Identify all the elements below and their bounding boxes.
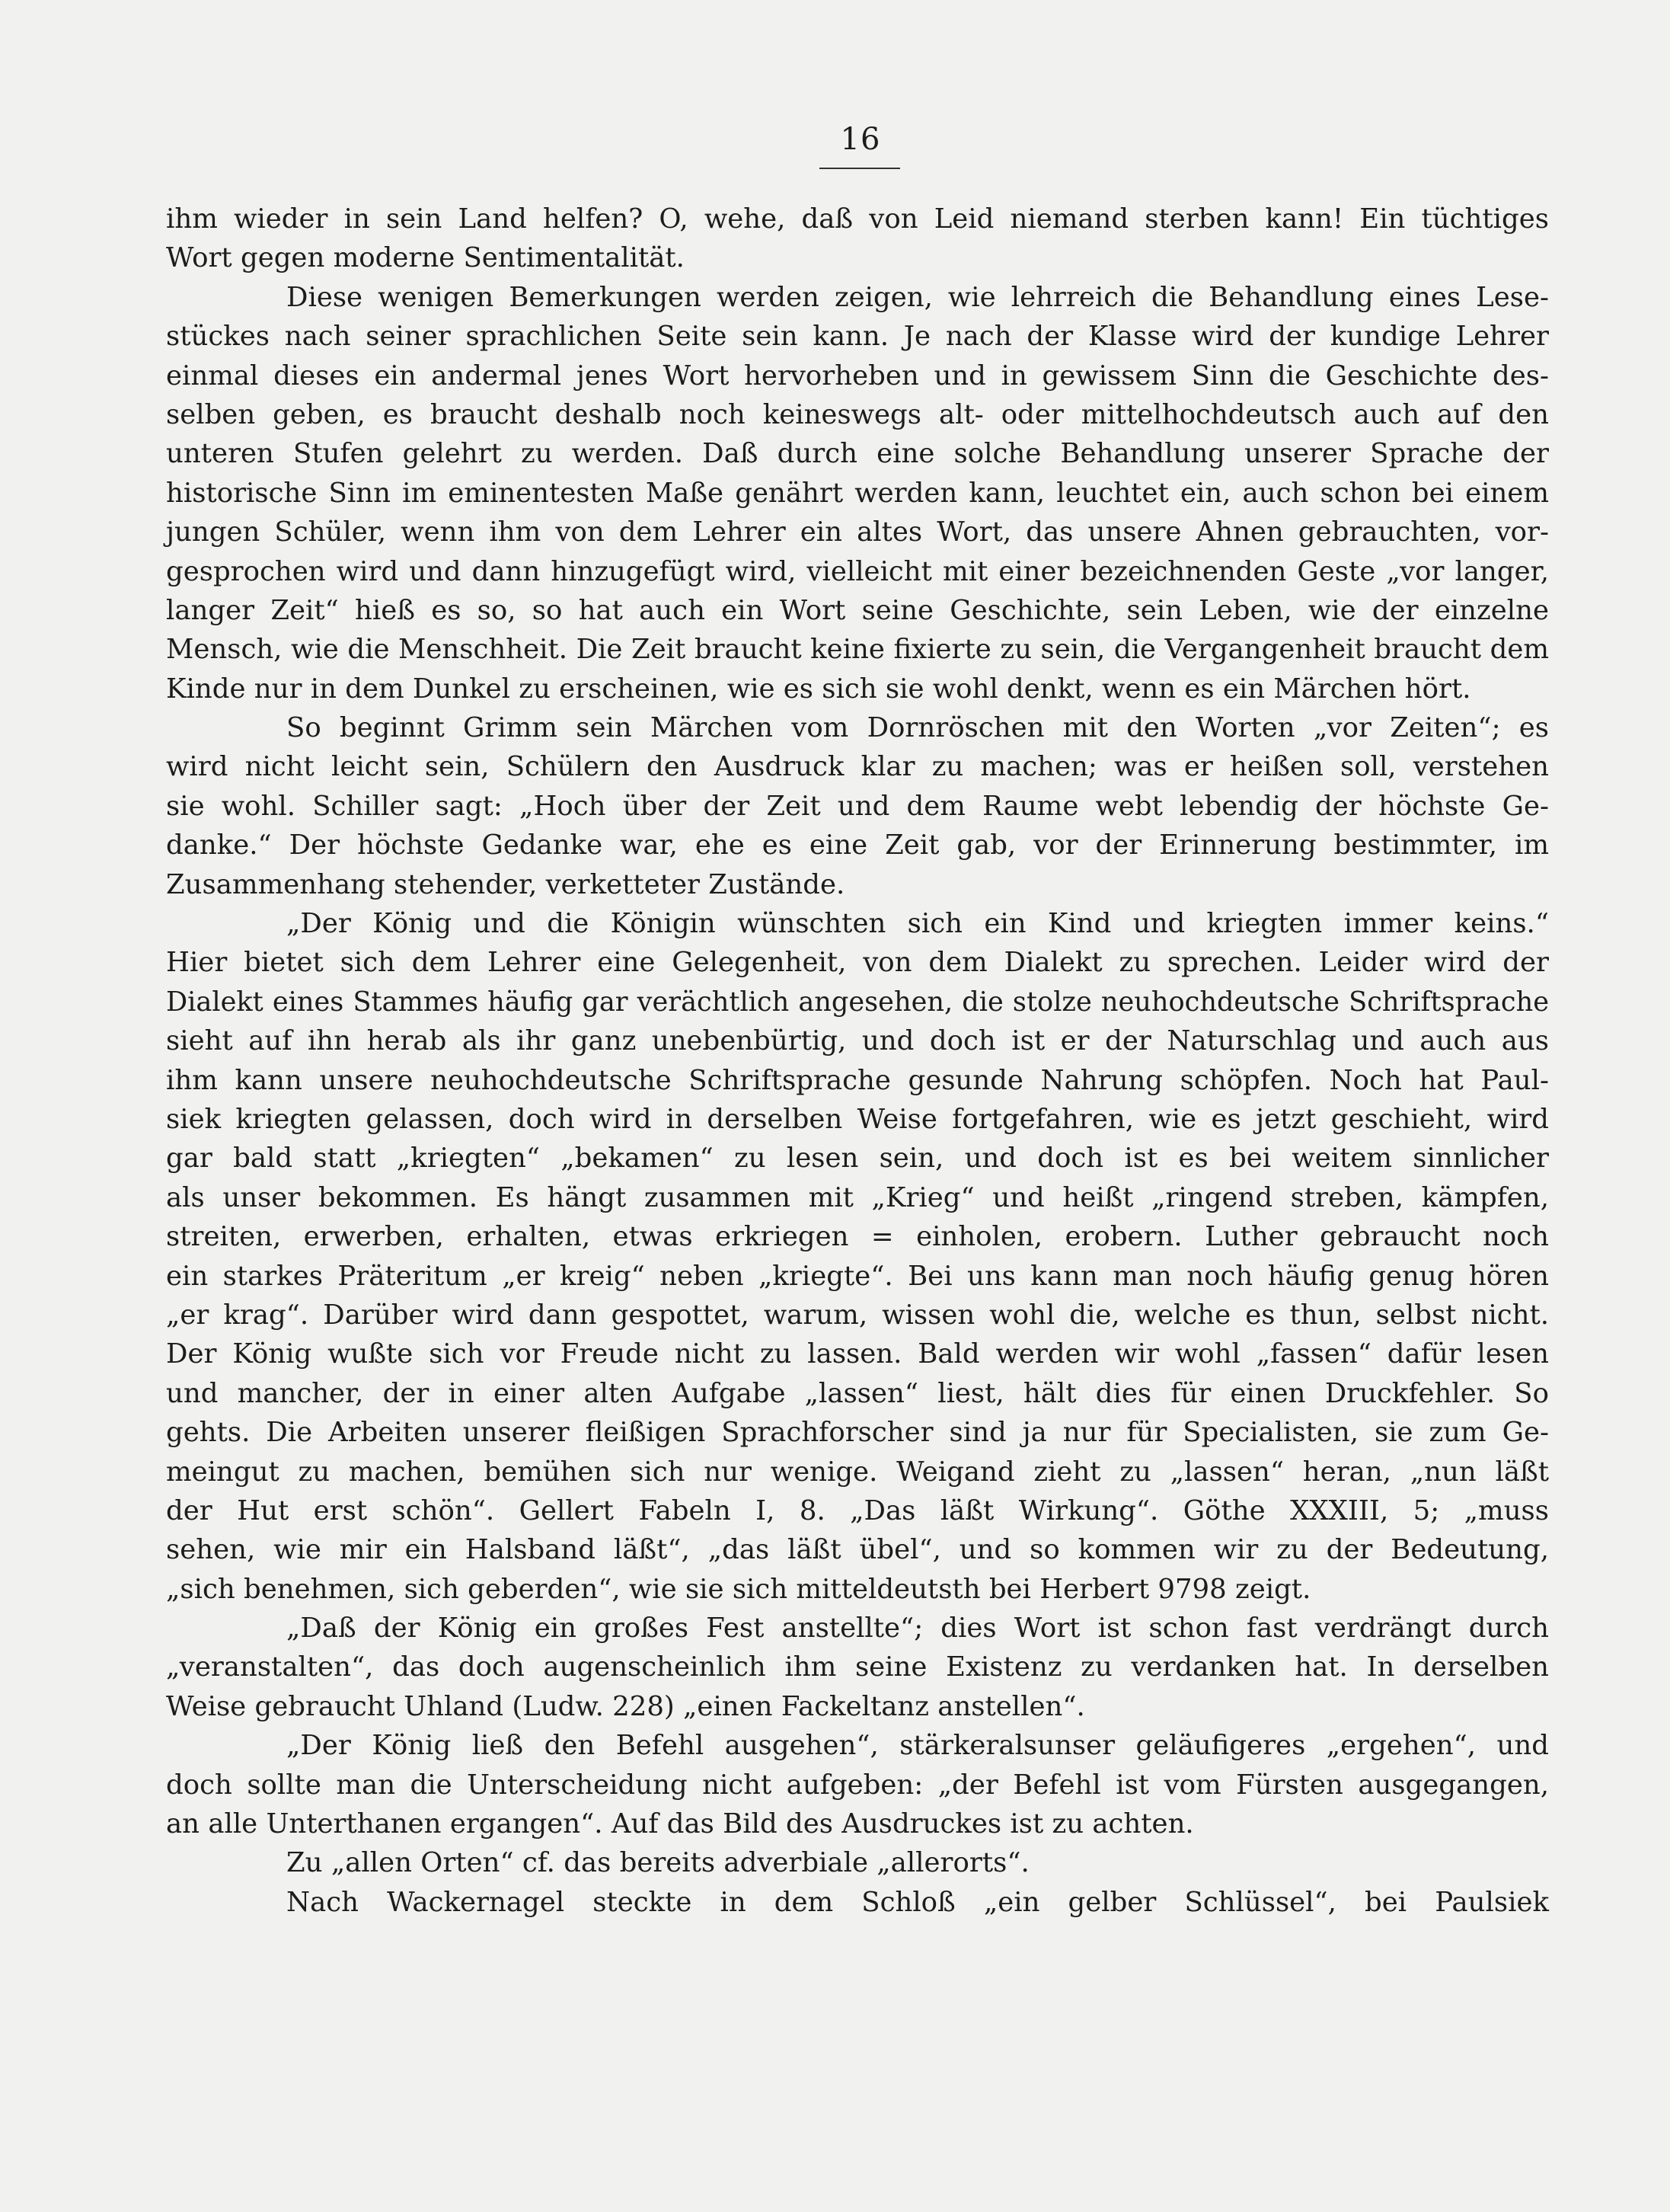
text-line: ein starkes Präteritum „er kreig“ neben „kriegte“. Bei uns kann man noch häufig genug hören — [166, 1260, 1549, 1292]
text-line: „Daß der König ein großes Fest anstellte“; dies Wort ist schon fast verdrängt durch — [286, 1613, 1549, 1645]
text-line: langer Zeit“ hieß es so, so hat auch ein Wort seine Geschichte, sein Leben, wie der einzelne — [166, 594, 1549, 626]
text-line: „er krag“. Darüber wird dann gespottet, warum, wissen wohl die, welche es thun, selbst nicht. — [166, 1299, 1549, 1331]
text-line: und mancher, der in einer alten Aufgabe „lassen“ liest, hält dies für einen Druckfehler. So — [166, 1377, 1549, 1409]
text-line: sie wohl. Schiller sagt: „Hoch über der Zeit und dem Raume webt lebendig der höchste Ge- — [166, 790, 1549, 822]
text-line: historische Sinn im eminentesten Maße genährt werden kann, leuchtet ein, auch schon bei einem — [166, 477, 1549, 509]
text-line: Nach Wackernagel steckte in dem Schloß „ein gelber Schlüssel“, bei Paulsiek — [286, 1886, 1549, 1918]
text-line: Zusammenhang stehender, verketteter Zustände. — [166, 868, 845, 900]
text-line: siek kriegten gelassen, doch wird in derselben Weise fortgefahren, wie es jetzt geschieht, wird — [166, 1103, 1549, 1135]
text-line: Kinde nur in dem Dunkel zu erscheinen, wie es sich sie wohl denkt, wenn es ein Märchen hört. — [166, 673, 1471, 705]
text-line: doch sollte man die Unterscheidung nicht aufgeben: „der Befehl ist vom Fürsten ausgegangen, — [166, 1769, 1549, 1801]
text-line: der Hut erst schön“. Gellert Fabeln I, 8. „Das läßt Wirkung“. Göthe XXXIII, 5; „muss — [166, 1494, 1549, 1526]
text-line: an alle Unterthanen ergangen“. Auf das Bild des Ausdruckes ist zu achten. — [166, 1808, 1194, 1840]
text-line: „Der König und die Königin wünschten sich ein Kind und kriegten immer keins.“ — [286, 908, 1549, 940]
text-line: ihm kann unsere neuhochdeutsche Schriftsprache gesunde Nahrung schöpfen. Noch hat Paul- — [166, 1064, 1549, 1096]
body-text — [166, 200, 1549, 1922]
text-line: Mensch, wie die Menschheit. Die Zeit braucht keine fixierte zu sein, die Vergangenheit braucht dem — [166, 634, 1549, 666]
text-line: So beginnt Grimm sein Märchen vom Dornröschen mit den Worten „vor Zeiten“; es — [286, 712, 1549, 744]
text-line: Diese wenigen Bemerkungen werden zeigen, wie lehrreich die Behandlung eines Lese- — [286, 281, 1549, 313]
text-line: Weise gebraucht Uhland (Ludw. 228) „einen Fackeltanz anstellen“. — [166, 1690, 1085, 1722]
text-line: gar bald statt „kriegten“ „bekamen“ zu lesen sein, und doch ist es bei weitem sinnlicher — [166, 1143, 1549, 1175]
text-line: ihm wieder in sein Land helfen? O, wehe, daß von Leid niemand sterben kann! Ein tüchtiges — [166, 203, 1549, 235]
text-line: danke.“ Der höchste Gedanke war, ehe es eine Zeit gab, vor der Erinnerung bestimmter, im — [166, 830, 1549, 861]
text-line: als unser bekommen. Es hängt zusammen mit „Krieg“ und heißt „ringend streben, kämpfen, — [166, 1181, 1549, 1213]
text-line: sieht auf ihn herab als ihr ganz unebenbürtig, und doch ist er der Naturschlag und auch aus — [166, 1025, 1549, 1057]
text-line: jungen Schüler, wenn ihm von dem Lehrer ein altes Wort, das unsere Ahnen gebrauchten, vor- — [166, 516, 1549, 548]
text-line: Dialekt eines Stammes häufig gar verächtlich angesehen, die stolze neuhochdeutsche Schriftsprache — [166, 986, 1549, 1018]
text-line: gesprochen wird und dann hinzugefügt wird, vielleicht mit einer bezeichnenden Geste „vor langer, — [166, 555, 1549, 587]
text-line: „sich benehmen, sich geberden“, wie sie sich mitteldeutsth bei Herbert 9798 zeigt. — [166, 1573, 1311, 1605]
text-line: Hier bietet sich dem Lehrer eine Gelegenheit, von dem Dialekt zu sprechen. Leider wird der — [166, 947, 1549, 979]
text-line: „Der König ließ den Befehl ausgehen“, stärkeralsunser geläufigeres „ergehen“, und — [286, 1730, 1549, 1762]
text-line: stückes nach seiner sprachlichen Seite sein kann. Je nach der Klasse wird der kundige Lehrer — [166, 321, 1549, 353]
text-line: „veranstalten“, das doch augenscheinlich ihm seine Existenz zu verdanken hat. In derselben — [166, 1651, 1549, 1683]
text-line: streiten, erwerben, erhalten, etwas erkriegen = einholen, erobern. Luther gebraucht noch — [166, 1221, 1549, 1253]
text-line: meingut zu machen, bemühen sich nur wenige. Weigand zieht zu „lassen“ heran, „nun läßt — [166, 1456, 1549, 1488]
text-line: wird nicht leicht sein, Schülern den Ausdruck klar zu machen; was er heißen soll, verstehen — [166, 751, 1549, 783]
text-line: selben geben, es braucht deshalb noch keineswegs alt- oder mittelhochdeutsch auch auf den — [166, 398, 1549, 430]
text-line: unteren Stufen gelehrt zu werden. Daß durch eine solche Behandlung unserer Sprache der — [166, 438, 1549, 470]
page-number-rule — [819, 168, 900, 169]
text-line: Zu „allen Orten“ cf. das bereits adverbiale „allerorts“. — [286, 1847, 1030, 1879]
page-number: 16 — [840, 122, 881, 157]
text-line: gehts. Die Arbeiten unserer fleißigen Sprachforscher sind ja nur für Specialisten, sie zum Ge- — [166, 1417, 1549, 1449]
text-line: Der König wußte sich vor Freude nicht zu lassen. Bald werden wir wohl „fassen“ dafür lesen — [166, 1338, 1549, 1370]
text-line: einmal dieses ein andermal jenes Wort hervorheben und in gewissem Sinn die Geschichte des- — [166, 360, 1549, 392]
text-line: sehen, wie mir ein Halsband läßt“, „das läßt übel“, und so kommen wir zu der Bedeutung, — [166, 1534, 1549, 1566]
text-line: Wort gegen moderne Sentimentalität. — [166, 242, 685, 274]
